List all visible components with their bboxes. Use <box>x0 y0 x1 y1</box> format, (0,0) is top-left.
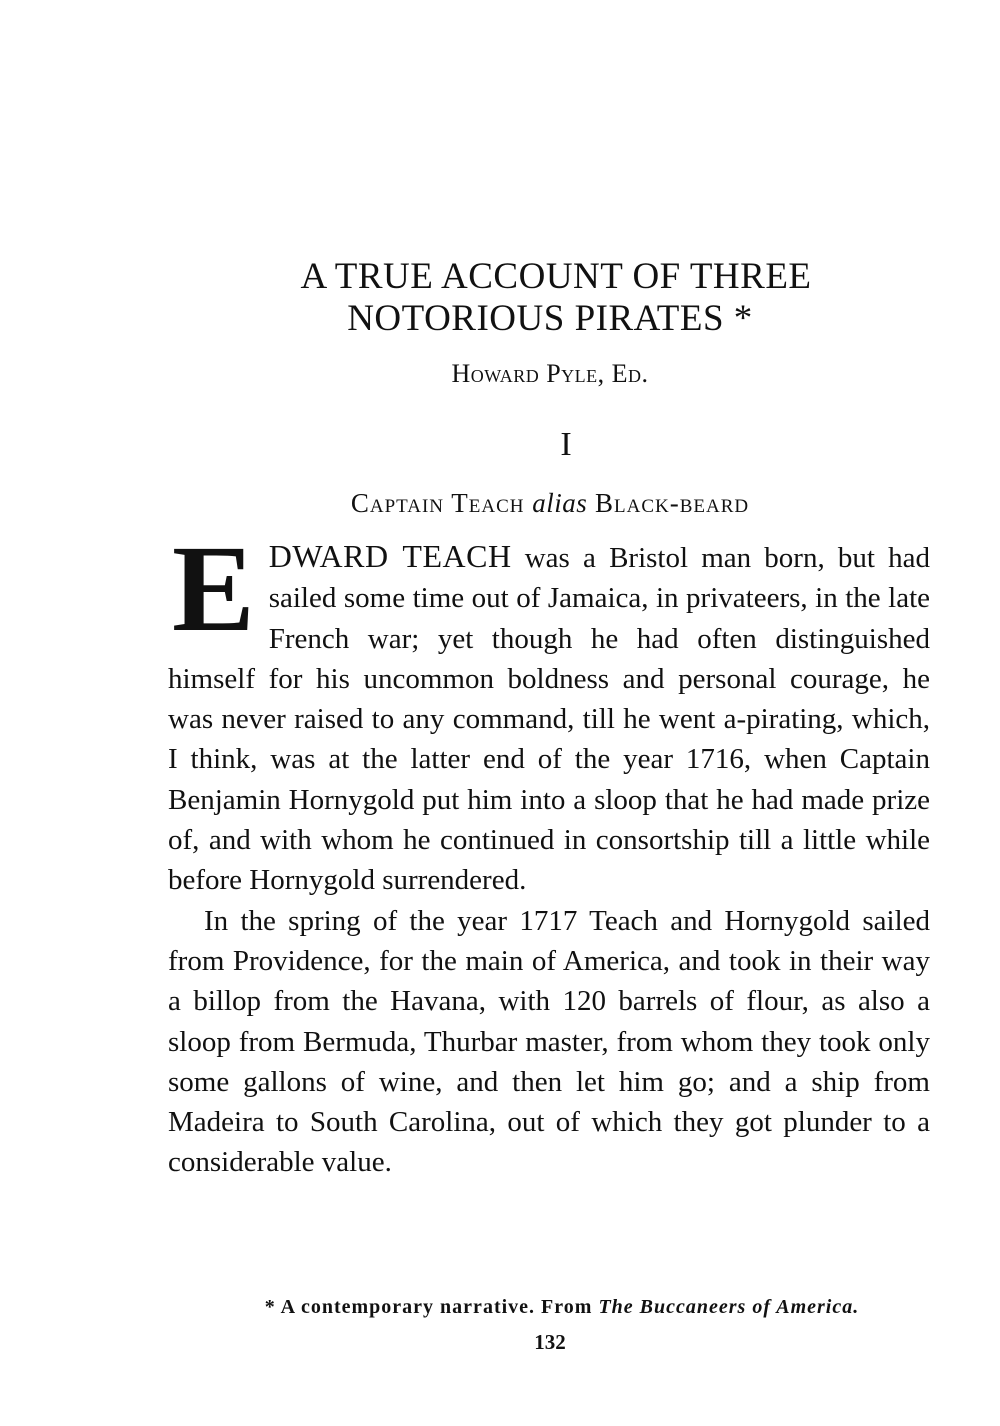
footnote-source: The Buccaneers of America. <box>598 1296 860 1318</box>
subtitle-captain-teach: Captain Teach <box>350 488 525 518</box>
paragraph-1-text: was a Bristol man born, but had sailed some time out of Jamaica, in privateers, in the late French war; yet though he had often distinguished himself for his uncommon boldness and personal courage, he was never raised to any command, till he went a-pirating, which, I think, was at the latter end of the year 1716, when Captain Benjamin Hornygold put him into a sloop that he had made prize of, and with whom he continued in consortship till a little while before Hornygold surrendered. <box>168 542 930 897</box>
chapter-title <box>170 256 930 340</box>
editor-credit: Howard Pyle, Ed. <box>451 359 649 388</box>
paragraph-2: In the spring of the year 1717 Teach and Hornygold sailed from Providence, for the main of America, and took in their way a billop from the Havana, with 120 barrels of flour, as also a sloop from Bermuda, Thurbar master, from whom they took only some gallons of wine, and then let him go; and a ship from Madeira to South Carolina, out of which they got plunder to a considerable value. <box>168 904 930 1179</box>
paragraph-1-lead: DWARD TEACH <box>268 538 512 574</box>
section-subtitle <box>170 486 930 520</box>
chapter-title-line-1: A TRUE ACCOUNT OF THREE <box>300 256 812 297</box>
footnote <box>170 1295 942 1319</box>
drop-cap: E <box>172 520 255 657</box>
body-text <box>168 520 930 1183</box>
footnote-text: * A contemporary narrative. From <box>264 1296 599 1318</box>
subtitle-alias: alias <box>532 488 588 518</box>
paragraph-1 <box>168 520 930 901</box>
section-numeral: I <box>560 426 572 463</box>
subtitle-black-beard: Black-beard <box>595 488 750 518</box>
page-number: 132 <box>534 1330 566 1354</box>
chapter-title-line-2: NOTORIOUS PIRATES * <box>347 298 753 339</box>
